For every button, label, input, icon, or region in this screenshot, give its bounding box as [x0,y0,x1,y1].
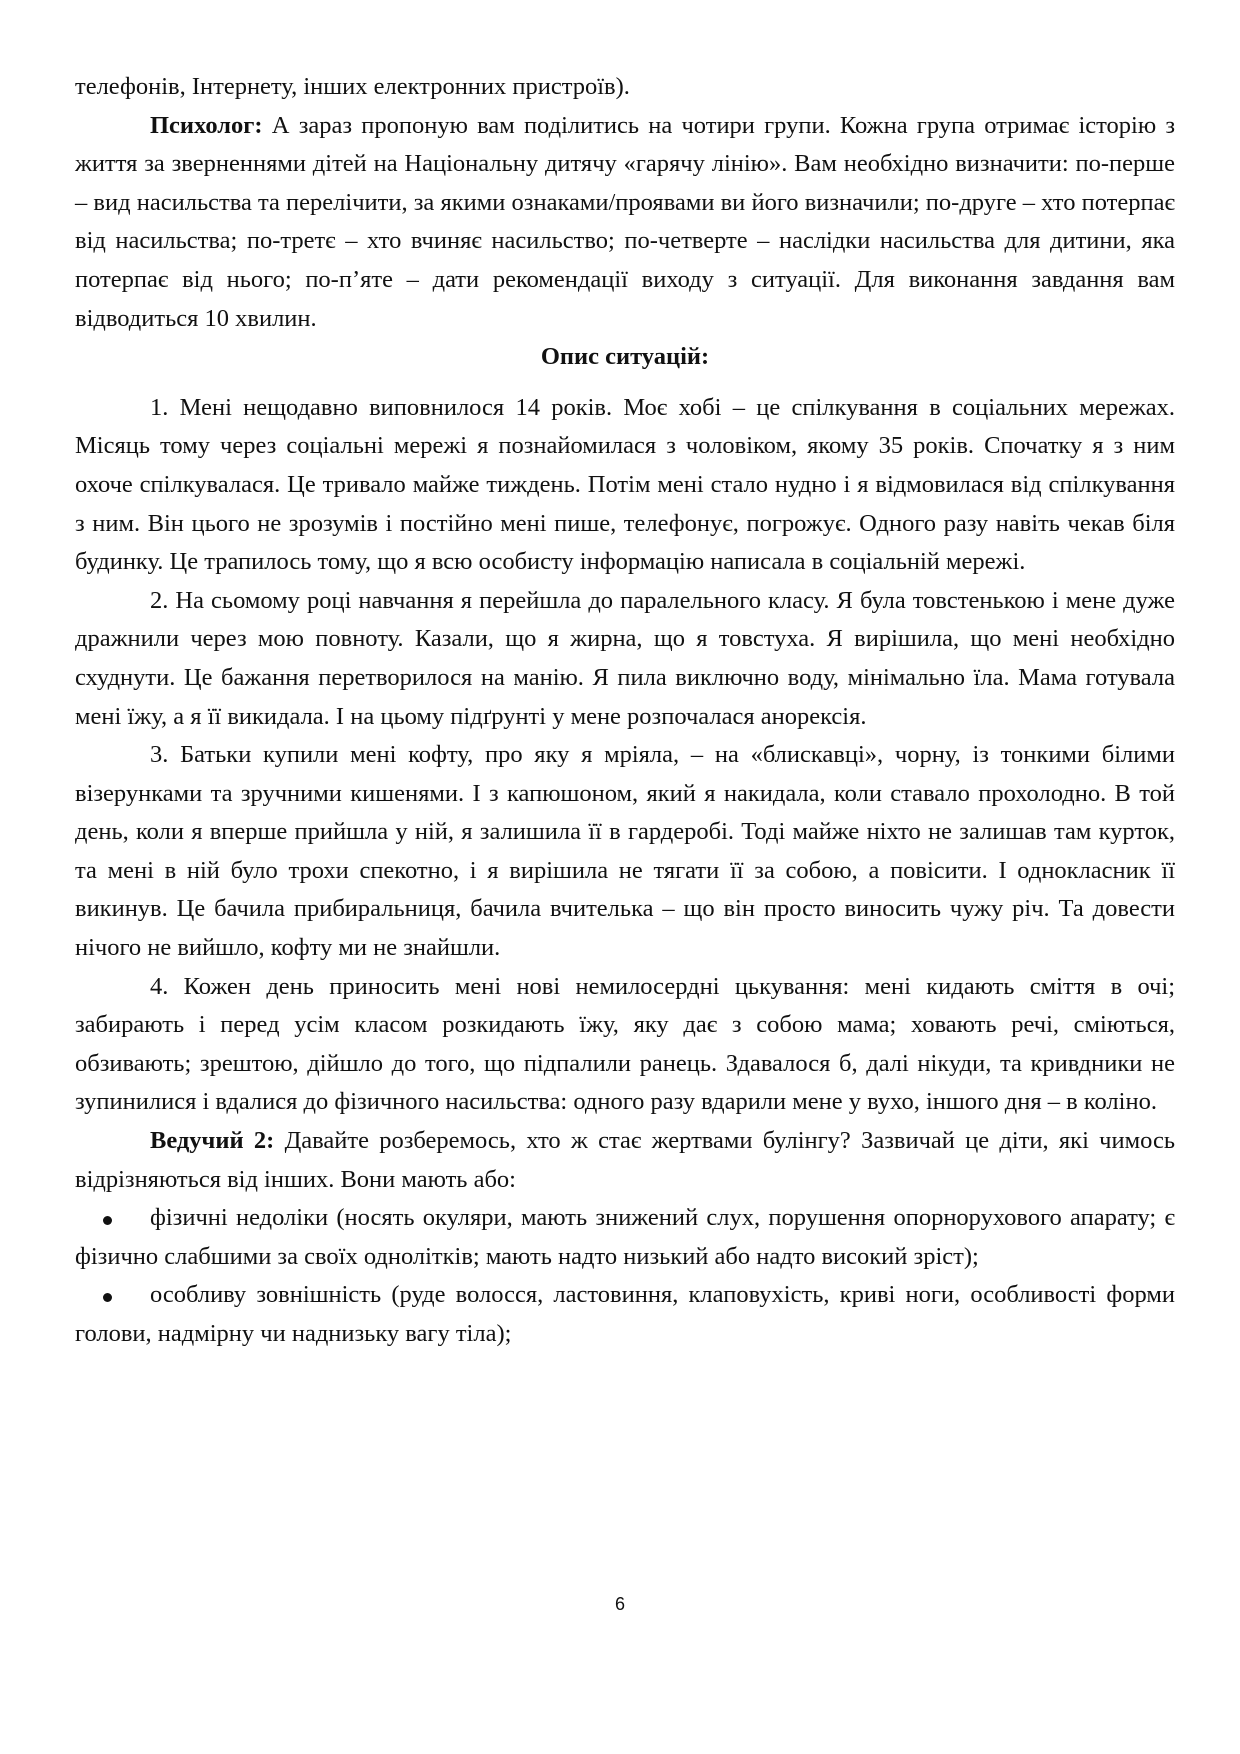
bullet-text: фізичні недоліки (носять окуляри, мають знижений слух, порушення опорнорухового апарату; є фізично слабшими за своїх однолітків; мають надто низький або надто високий зріст); [75,1204,1175,1270]
speaker-label-host2: Ведучий 2: [150,1127,275,1155]
speaker-label-psychologist: Психолог: [150,111,263,139]
situation-4: 4. Кожен день приносить мені нові немилосердні цькування: мені кидають сміття в очі; забирають і перед усім класом розкидають їжу, яку дає з собою мама; ховають речі, сміються, обзивають; зрештою, дійшло до того, що підпалили ранець. Здавалося б, далі нікуди, та кривдники не зупинилися і вдалися до фізичного насильства: одного разу вдарили мене у вухо, іншого дня – в коліно. [75,972,1175,1116]
host2-paragraph [75,1122,1175,1199]
situation-2: 2. На сьомому році навчання я перейшла до паралельного класу. Я була товстенькою і мене дуже дражнили через мою повноту. Казали, що я жирна, що я товстуха. Я вирішила, що мені необхідно схуднути. Це бажання перетворилося на манію. Я пила виключно воду, мінімально їла. Мама готувала мені їжу, а я її викидала. І на цьому підґрунті у мене розпочалася анорексія. [75,586,1175,730]
bullet-icon [103,1216,112,1225]
bullet-text: особливу зовнішність (руде волосся, ластовиння, клаповухість, криві ноги, особливості форми голови, надмірну чи наднизьку вагу тіла); [75,1281,1175,1347]
bullet-list [75,1199,1175,1353]
bullet-icon [103,1293,112,1302]
psychologist-paragraph [75,107,1175,339]
situation-3: 3. Батьки купили мені кофту, про яку я мріяла, – на «блискавці», чорну, із тонкими білими візерунками та зручними кишенями. І з капюшоном, який я накидала, коли ставало прохолодно. В той день, коли я вперше прийшла у ній, я залишила її в гардеробі. Тоді майже ніхто не залишав там курток, та мені в ній було трохи спекотно, і я вирішила не тягати її за собою, а повісити. І однокласник її викинув. Це бачила прибиральниця, бачила вчителька – що він просто виносить чужу річ. Та довести нічого не вийшло, кофту ми не знайшли. [75,741,1175,962]
bullet-item-physical [75,1199,1175,1276]
bullet-item-appearance [75,1276,1175,1353]
page-number: 6 [614,1594,625,1614]
psychologist-text: А зараз пропоную вам поділитись на чотири групи. Кожна група отримає історію з життя за зверненнями дітей на Національну дитячу «гарячу лінію». Вам необхідно визначити: по-перше – вид насильства та перелічити, за якими ознаками/проявами ви його визначили; по-друге – хто потерпає від насильства; по-третє – хто вчиняє насильство; по-четверте – наслідки насильства для дитини, яка потерпає від нього; по-п’яте – дати рекомендації виходу з ситуації. Для виконання завдання вам відводиться 10 хвилин. [75,111,1176,332]
paragraph-continuation: телефонів, Інтернету, інших електронних пристроїв). [75,73,630,100]
situation-1: 1. Мені нещодавно виповнилося 14 років. Моє хобі – це спілкування в соціальних мережах. Місяць тому через соціальні мережі я познайомилася з чоловіком, якому 35 років. Спочатку я з ним охоче спілкувалася. Це тривало майже тиждень. Потім мені стало нудно і я відмовилася від спілкування з ним. Він цього не зрозумів і постійно мені пише, телефонує, погрожує. Одного разу навіть чекав біля будинку. Це трапилось тому, що я всю особисту інформацію написала в соціальній мережі. [75,393,1175,576]
host2-text: Давайте розберемось, хто ж стає жертвами булінгу? Зазвичай це діти, які чимось відрізняються від інших. Вони мають або: [75,1127,1176,1193]
section-heading: Опис ситуацій: [540,343,710,371]
document-page [75,68,1175,1354]
